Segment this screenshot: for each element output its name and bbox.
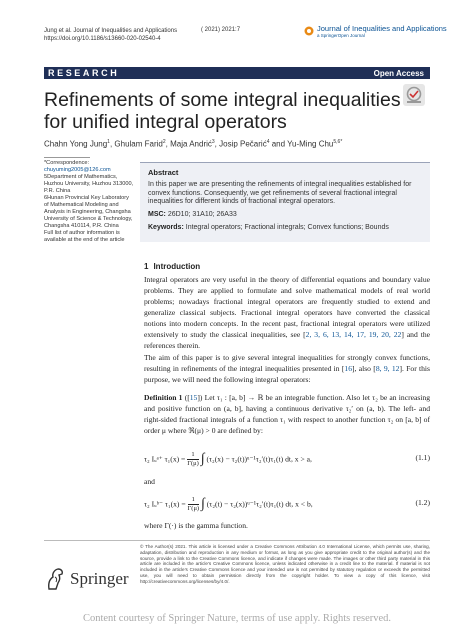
author-name[interactable]: , Maja Andrić	[165, 139, 212, 149]
definition-1	[144, 392, 430, 436]
keywords-label: Keywords:	[148, 223, 184, 231]
correspondence-email[interactable]: chuyuming2005@126.com	[44, 167, 111, 173]
springer-wordmark: Springer	[70, 569, 129, 588]
msc-line	[148, 211, 422, 220]
equation-lhs: τ₂ Iᵤᵇ⁻ τ₁(x) =	[144, 499, 188, 509]
equation-fraction	[188, 496, 200, 513]
author-name[interactable]: , Josip Pečarić	[214, 139, 267, 149]
header-year-volume: ( 2021) 2021:7	[201, 27, 241, 33]
paragraph-text: ] and the references therein.	[144, 330, 430, 350]
journal-logo[interactable]	[304, 25, 447, 39]
equation-connector: and	[144, 477, 155, 486]
affiliation-marker: 5,6*	[333, 139, 343, 145]
fraction-numerator: 1	[188, 496, 200, 505]
sidebar-divider	[44, 157, 90, 158]
citation-link[interactable]: 15	[189, 393, 198, 402]
paragraph-text: The aim of this paper is to give several integral inequalities for strongly convex functions, resulting in refinements of the integral inequalities presented in [	[144, 353, 430, 373]
equation-fraction	[187, 451, 199, 468]
intro-paragraph-2	[144, 352, 430, 385]
equation-number: (1.1)	[415, 453, 430, 462]
msc-label: MSC:	[148, 211, 166, 219]
author-name[interactable]: , Ghulam Farid	[109, 139, 163, 149]
paragraph-text: ])	[197, 393, 203, 402]
section-heading	[144, 262, 200, 271]
journal-name: Journal of Inequalities and Applications	[317, 24, 447, 33]
springer-horse-icon	[44, 567, 66, 591]
author-name[interactable]: and Yu-Ming Chu	[269, 139, 334, 149]
keywords-text: Integral operators; Fractional integrals; Convex functions; Bounds	[185, 223, 389, 231]
definition-text: Let τ₁ : [a, b] → ℝ be an integrable function. Also let τ₂ be an increasing and positive function on (a, b], having a continuous derivative τ₂′ on (a, b). The left- and right-sided fractional integrals of a function τ₁ with respect to another function τ₂ on [a, b] of order μ where ℜ(μ) > 0 are defined by:	[144, 393, 430, 435]
footer-divider	[44, 540, 430, 541]
license-text: © The Author(s) 2021. This article is licensed under a Creative Commons Attribution 4.0 International License, which permits use, sharing, adaptation, distribution and reproduction in any medium or format, as long as you give appropriate credit to the original author(s) and the source, provide a link to the Creative Commons licence, and indicate if changes were made. The images or other third party material in this article are included in the article’s Creative Commons licence, unless indicated otherwise in a credit line to the material. If material is not included in the article’s Creative Commons licence and your intended use is not permitted by statutory regulation or exceeds the permitted use, you will need to obtain permission directly from the copyright holder. To view a copy of this licence, visit http://creativecommons.org/licenses/by/4.0/.	[140, 544, 430, 584]
equation-rhs: (τ₂(x) − τ₂(t))ᵘ⁻¹τ₂′(t)τ₁(t) dt, x > a,	[206, 454, 312, 464]
citation-links[interactable]: 2, 3, 6, 13, 14, 17, 19, 20, 22	[305, 330, 402, 339]
article-type-label: RESEARCH	[48, 68, 120, 78]
article-type-bar	[44, 67, 430, 79]
fraction-denominator: Γ(μ)	[187, 460, 199, 467]
author-list	[44, 139, 342, 149]
affiliation-marker: 1	[107, 139, 110, 145]
citation-link[interactable]: 16	[344, 364, 353, 373]
affiliation-marker: 4	[266, 139, 270, 145]
equation-1-1	[144, 447, 430, 469]
header-citation	[44, 27, 177, 43]
crossmark-icon[interactable]	[403, 84, 425, 106]
definition-heading: Definition 1	[144, 393, 183, 402]
section-title: Introduction	[153, 262, 201, 271]
section-number: 1	[144, 262, 149, 271]
paragraph-text: Integral operators are very useful in the theory of differential equations and boundary value problems. They are applied to formulate and solve mathematical models of real world problems; nowadays fractional integral operators are frequently studied to extend and generalize classical subjects. Fractional integral operators have converted the classical notions into modern concepts. In the recent past, fractional integral operators were utilized extensively to study the classical inequalities, see [	[144, 275, 430, 339]
journal-logo-icon	[304, 26, 314, 36]
abstract-box	[140, 162, 430, 242]
correspondence-label: *Correspondence:	[44, 160, 90, 166]
citation-links[interactable]: 8, 9, 12	[375, 364, 400, 373]
gamma-note: where Γ(·) is the gamma function.	[144, 521, 248, 530]
affiliation-marker: 2	[162, 139, 166, 145]
fraction-denominator: Γ(μ)	[187, 505, 200, 512]
intro-paragraph-1	[144, 274, 430, 351]
msc-codes: 26D10; 31A10; 26A33	[167, 211, 237, 219]
affiliation-6: 6Hunan Provincial Key Laboratory of Mathematical Modeling and Analysis in Engineering, Changsha University of Science & Technology, Changsha 410114, P.R. China	[44, 195, 133, 229]
paragraph-text: ([	[184, 393, 190, 402]
courtesy-notice: Content courtesy of Springer Nature, terms of use apply. Rights reserved.	[82, 613, 392, 624]
open-access-label: Open Access	[373, 68, 424, 78]
keywords-line	[148, 224, 422, 233]
abstract-heading: Abstract	[148, 168, 179, 177]
correspondence-sidebar	[44, 157, 134, 244]
equation-1-2	[144, 492, 430, 514]
integral-sign-icon: ∫	[201, 496, 205, 512]
springer-logo[interactable]	[44, 567, 129, 591]
author-name[interactable]: Chahn Yong Jung	[44, 139, 108, 149]
equation-lhs: τ₂ Iᵤᵃ⁺ τ₁(x) =	[144, 454, 188, 464]
paragraph-text: ]. For this purpose, we will need the following integral operators:	[144, 364, 430, 384]
article-title: Refinements of some integral inequalities for unified integral operators	[44, 89, 401, 133]
equation-number: (1.2)	[415, 498, 430, 507]
integral-sign-icon: ∫	[200, 451, 205, 467]
citation-text: Jung et al. Journal of Inequalities and Applications	[44, 28, 178, 34]
affiliation-marker: 3	[211, 139, 215, 145]
author-info-note: Full list of author information is available at the end of the article	[44, 230, 125, 243]
abstract-text: In this paper we are presenting the refinements of integral inequalities established for convex functions. Consequently, we get refinements of several fractional integral inequalities for different kinds of fractional integral operators.	[148, 180, 412, 206]
affiliation-5: 5Department of Mathematics, Huzhou University, Huzhou 313000, P.R. China	[44, 174, 134, 194]
paragraph-text: ], also [	[352, 364, 376, 373]
publisher-line: a SpringerOpen Journal	[317, 33, 365, 38]
equation-rhs: (τ₂(t) − τ₂(x))ᵘ⁻¹τ₂′(t)τ₁(t) dt, x < b,	[206, 499, 313, 509]
fraction-numerator: 1	[187, 451, 199, 460]
doi-link[interactable]: https://doi.org/10.1186/s13660-020-02540-4	[44, 36, 161, 42]
